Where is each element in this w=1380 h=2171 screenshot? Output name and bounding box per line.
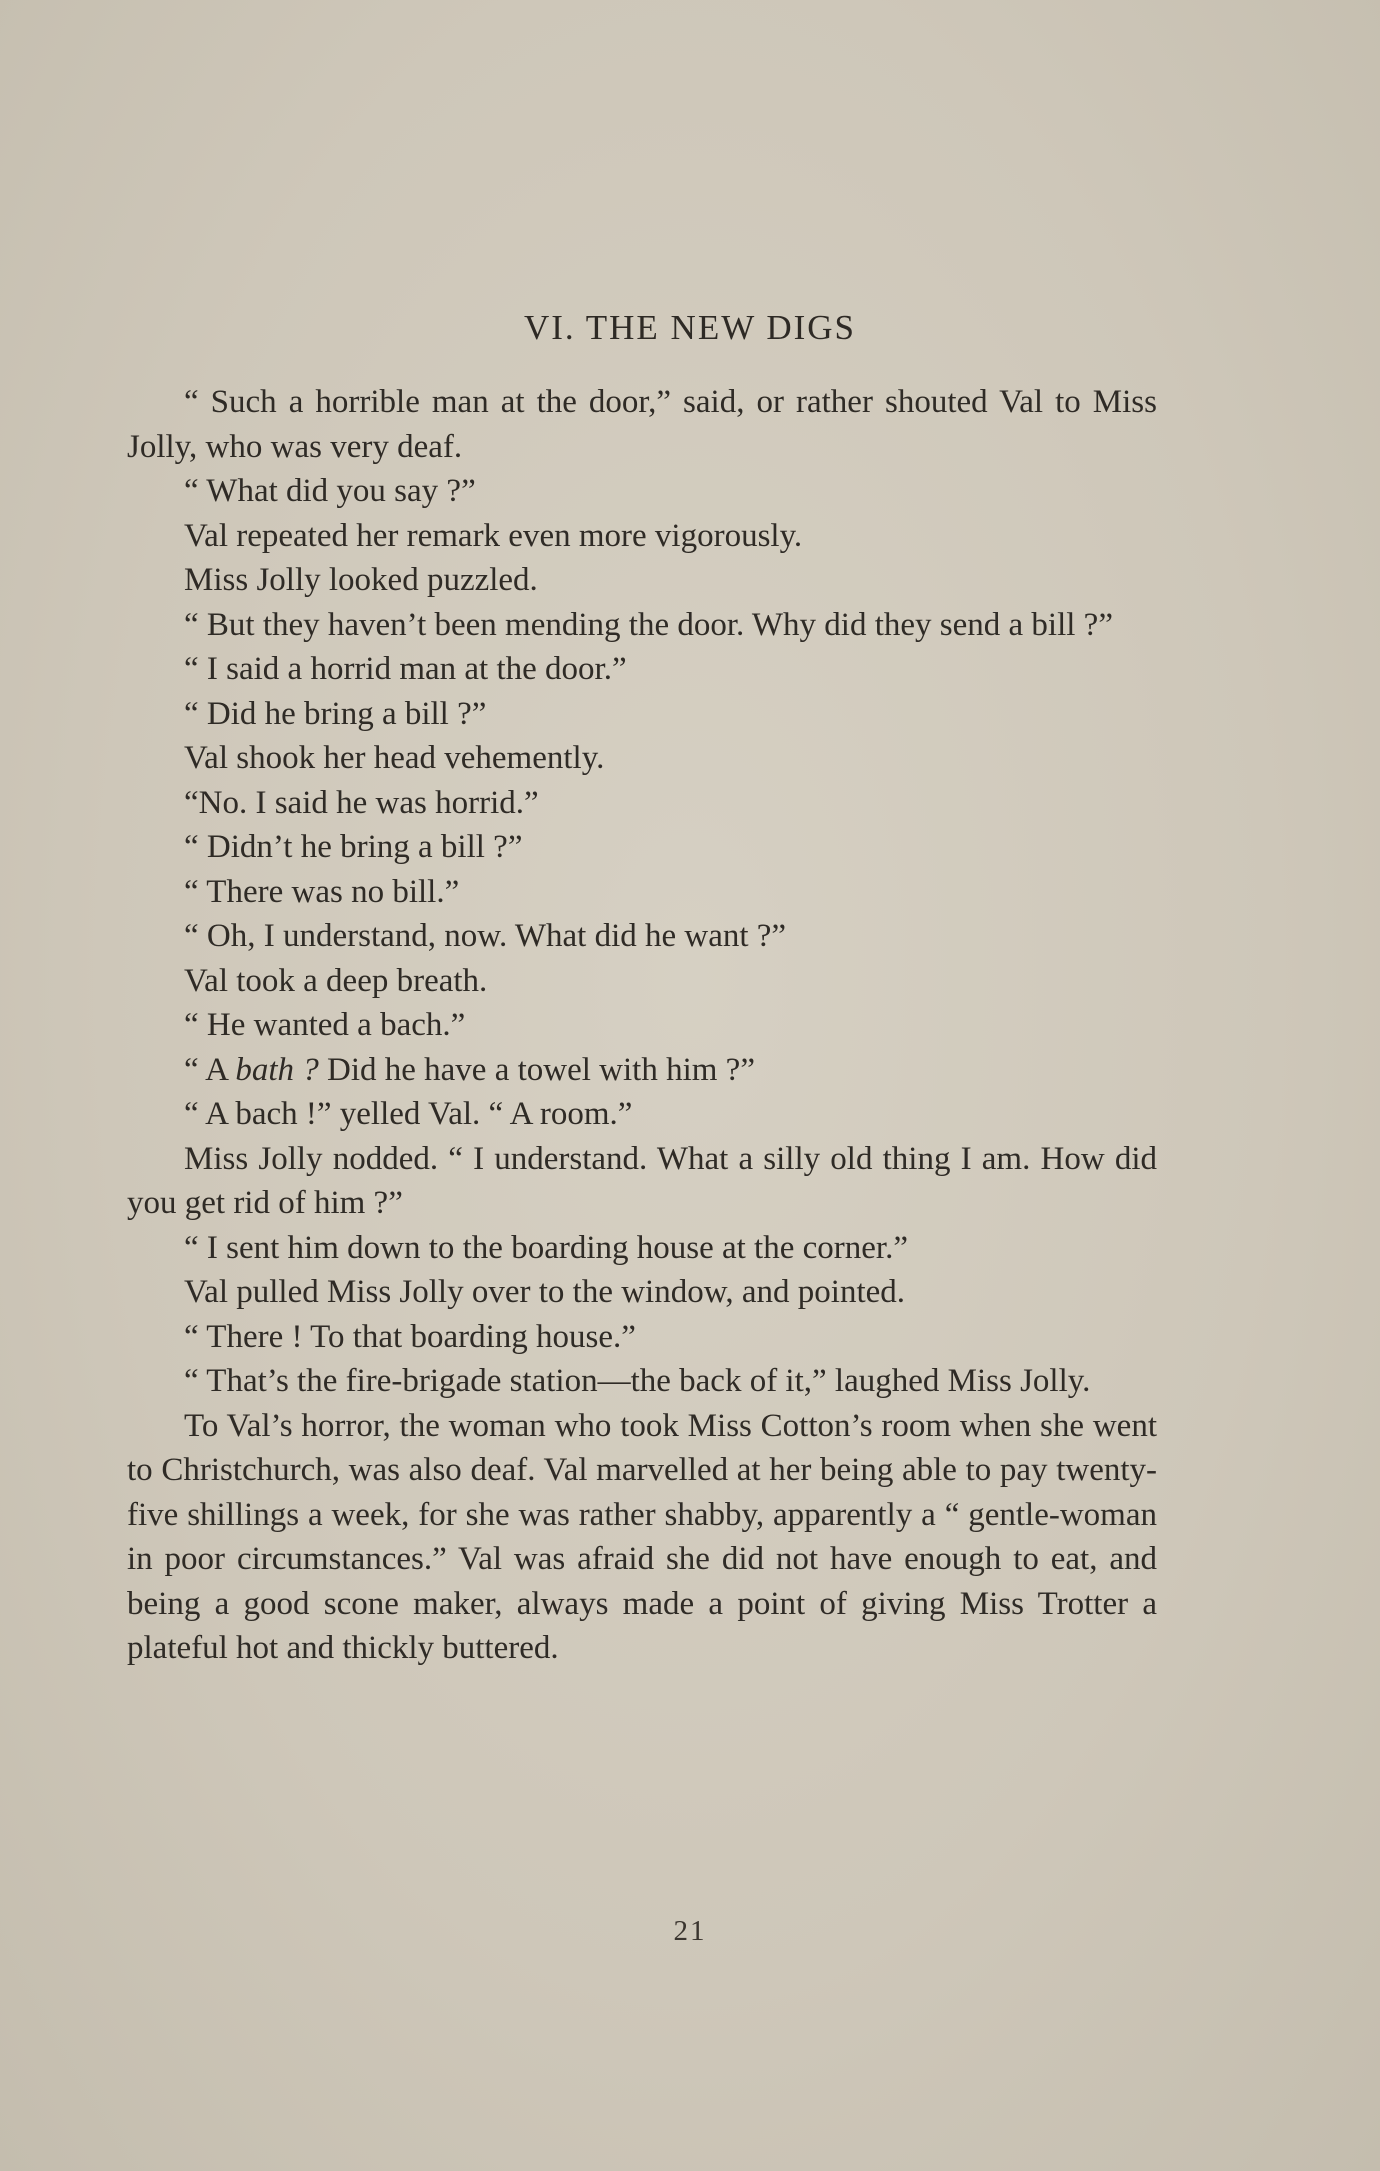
paragraph: “ I sent him down to the boarding house at the corner.” (184, 1229, 908, 1266)
text-span: “ A (184, 1051, 236, 1088)
paragraph: Miss Jolly nodded. “ I understand. What a silly old thing I am. How did you get rid of him ?” (127, 1140, 1157, 1221)
paragraph: “ There was no bill.” (184, 873, 460, 910)
paragraph: “ I said a horrid man at the door.” (184, 651, 627, 687)
paragraph: To Val’s horror, the woman who took Miss Cotton’s room when she went to Christchurch, was also deaf. Val marvelled at her being able to pay twenty-five shillings a week, for she was rather shabby, apparently a “ gentle-woman in poor circumstances.” Val was afraid she did not have enough to eat, and being a good scone maker, always made a point of giving Miss Trotter a plateful hot and thickly buttered. (127, 1407, 1157, 1666)
paragraph: Val pulled Miss Jolly over to the window, and pointed. (184, 1274, 906, 1310)
paragraph: “ He wanted a bach.” (184, 1007, 466, 1043)
paragraph: “No. I said he was horrid.” (184, 784, 539, 821)
paragraph: “ What did you say ?” (184, 473, 476, 509)
paragraph (127, 1048, 1157, 1093)
paragraph: Val shook her head vehemently. (184, 740, 605, 776)
paragraph: “ Didn’t he bring a bill ?” (184, 829, 523, 865)
paragraph: “ That’s the fire-brigade station—the back of it,” laughed Miss Jolly. (184, 1363, 1091, 1399)
page-number: 21 (673, 1915, 707, 1947)
paragraph: “ Did he bring a bill ?” (184, 695, 487, 732)
paragraph: “ Oh, I understand, now. What did he want ?” (184, 918, 787, 954)
italic-text: bath ? (235, 1051, 319, 1088)
chapter-title: VI. THE NEW DIGS (523, 308, 857, 347)
paragraph: “ There ! To that boarding house.” (184, 1318, 636, 1355)
text-span: Did he have a towel with him ?” (318, 1051, 755, 1088)
paragraph: Miss Jolly looked puzzled. (184, 562, 538, 598)
paragraph: Val repeated her remark even more vigorously. (184, 517, 803, 554)
body-text (127, 380, 1157, 1671)
paragraph: “ A bach !” yelled Val. “ A room.” (184, 1096, 633, 1132)
paragraph: “ Such a horrible man at the door,” said, or rather shouted Val to Miss Jolly, who was very deaf. (127, 384, 1157, 465)
paragraph: “ But they haven’t been mending the door. Why did they send a bill ?” (184, 606, 1113, 643)
paragraph: Val took a deep breath. (184, 962, 488, 999)
